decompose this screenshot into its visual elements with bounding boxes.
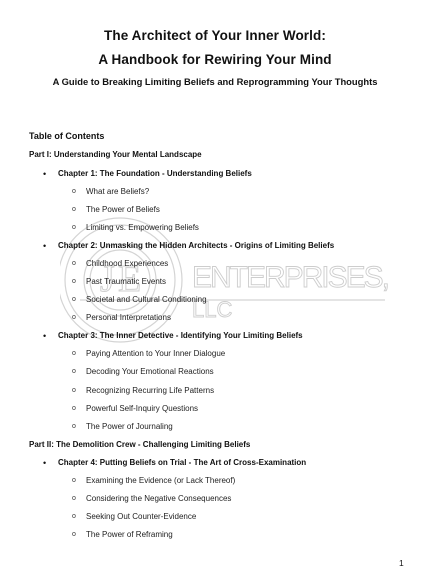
sub-bullet-icon: o bbox=[72, 495, 76, 502]
toc-section-2-1: Childhood Experiences bbox=[86, 259, 169, 268]
toc-chapter-4: Chapter 4: Putting Beliefs on Trial - The Art of Cross-Examination bbox=[58, 458, 307, 467]
page-number: 1 bbox=[399, 558, 404, 568]
toc-section-1-3: Limiting vs. Empowering Beliefs bbox=[86, 223, 199, 232]
toc-section-4-3: Seeking Out Counter-Evidence bbox=[86, 512, 197, 521]
bullet-icon: • bbox=[43, 169, 47, 179]
sub-bullet-icon: o bbox=[72, 477, 76, 484]
sub-bullet-icon: o bbox=[72, 387, 76, 394]
toc-heading: Table of Contents bbox=[29, 131, 105, 141]
sub-bullet-icon: o bbox=[72, 368, 76, 375]
sub-bullet-icon: o bbox=[72, 423, 76, 430]
document-subtitle: A Guide to Breaking Limiting Beliefs and Reprogramming Your Thoughts bbox=[52, 76, 378, 87]
toc-chapter-1: Chapter 1: The Foundation - Understanding Beliefs bbox=[58, 169, 252, 178]
toc-section-3-2: Decoding Your Emotional Reactions bbox=[86, 367, 214, 376]
sub-bullet-icon: o bbox=[72, 206, 76, 213]
sub-bullet-icon: o bbox=[72, 188, 76, 195]
sub-bullet-icon: o bbox=[72, 513, 76, 520]
toc-section-4-2: Considering the Negative Consequences bbox=[86, 494, 232, 503]
toc-section-3-1: Paying Attention to Your Inner Dialogue bbox=[86, 349, 226, 358]
bullet-icon: • bbox=[43, 241, 47, 251]
toc-section-1-2: The Power of Beliefs bbox=[86, 205, 160, 214]
sub-bullet-icon: o bbox=[72, 531, 76, 538]
document-title-line-1: The Architect of Your Inner World: bbox=[104, 28, 326, 43]
sub-bullet-icon: o bbox=[72, 260, 76, 267]
toc-section-1-1: What are Beliefs? bbox=[86, 187, 150, 196]
sub-bullet-icon: o bbox=[72, 296, 76, 303]
toc-chapter-2: Chapter 2: Unmasking the Hidden Architects - Origins of Limiting Beliefs bbox=[58, 241, 335, 250]
sub-bullet-icon: o bbox=[72, 405, 76, 412]
toc-section-3-5: The Power of Journaling bbox=[86, 422, 173, 431]
toc-section-2-3: Societal and Cultural Conditioning bbox=[86, 295, 207, 304]
document-title-line-2: A Handbook for Rewiring Your Mind bbox=[98, 52, 332, 67]
toc-section-3-4: Powerful Self-Inquiry Questions bbox=[86, 404, 199, 413]
sub-bullet-icon: o bbox=[72, 278, 76, 285]
watermark-text-llc: LLC bbox=[192, 297, 233, 322]
toc-section-4-1: Examining the Evidence (or Lack Thereof) bbox=[86, 476, 236, 485]
bullet-icon: • bbox=[43, 458, 47, 468]
toc-chapter-3: Chapter 3: The Inner Detective - Identifying Your Limiting Beliefs bbox=[58, 331, 303, 340]
sub-bullet-icon: o bbox=[72, 224, 76, 231]
svg-text:J: J bbox=[100, 258, 115, 300]
toc-part-2: Part II: The Demolition Crew - Challenging Limiting Beliefs bbox=[29, 440, 251, 449]
watermark-text: ENTERPRISES, bbox=[192, 261, 390, 294]
bullet-icon: • bbox=[43, 331, 47, 341]
toc-section-3-3: Recognizing Recurring Life Patterns bbox=[86, 386, 215, 395]
toc-part-1: Part I: Understanding Your Mental Landscape bbox=[29, 150, 202, 159]
toc-section-4-4: The Power of Reframing bbox=[86, 530, 173, 539]
sub-bullet-icon: o bbox=[72, 314, 76, 321]
toc-section-2-2: Past Traumatic Events bbox=[86, 277, 167, 286]
toc-section-2-4: Personal Interpretations bbox=[86, 313, 171, 322]
sub-bullet-icon: o bbox=[72, 350, 76, 357]
svg-text:E: E bbox=[118, 258, 142, 300]
